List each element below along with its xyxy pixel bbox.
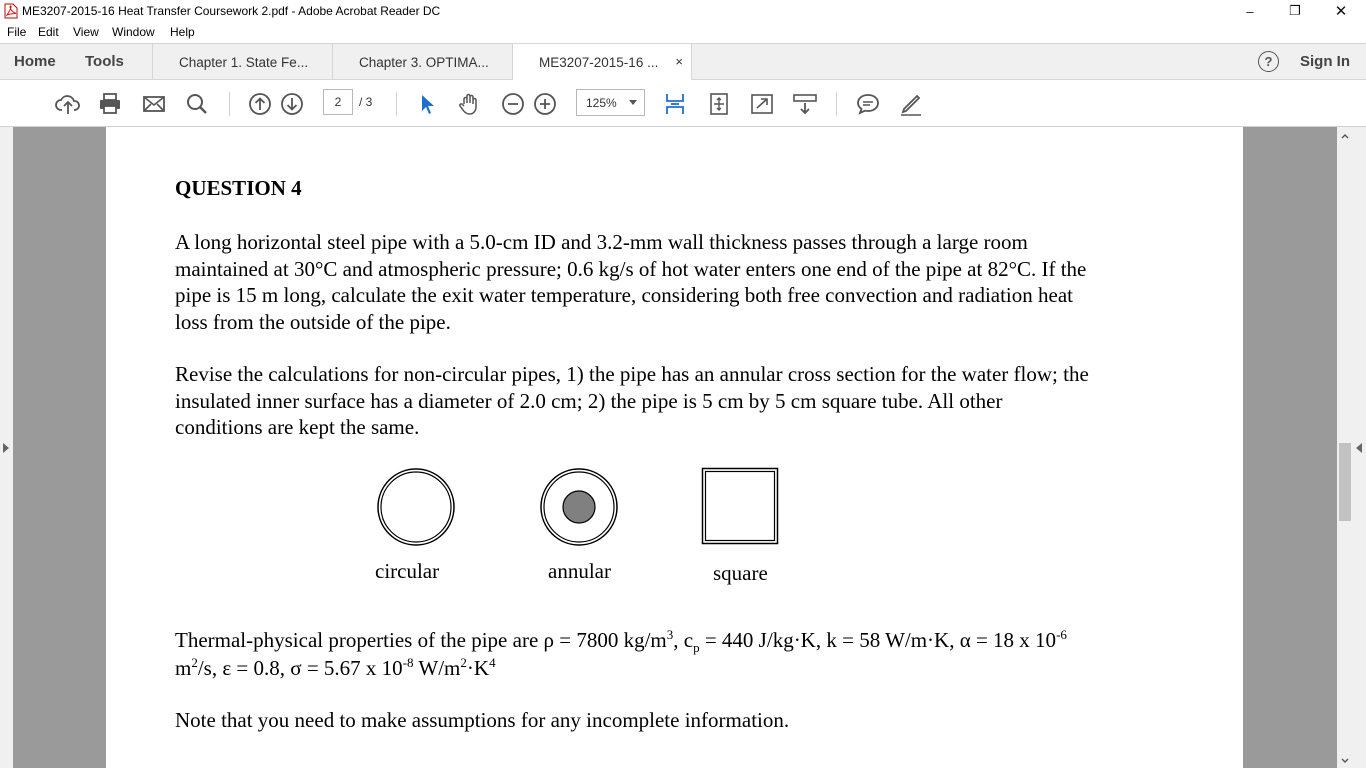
window-title: ME3207-2015-16 Heat Transfer Coursework 2.pdf - Adobe Acrobat Reader DC [22,4,441,18]
text-run: /s, ε = 0.8, σ = 5.67 x 10 [197,656,403,680]
email-icon[interactable] [141,91,167,117]
rotate-view-icon[interactable] [706,91,732,117]
doc-tab-me3207[interactable] [512,44,692,81]
sign-in-button[interactable]: Sign In [1300,53,1350,70]
left-panel-toggle[interactable] [0,127,13,768]
right-panel-toggle[interactable] [1353,127,1366,768]
superscript: 2 [460,655,467,670]
text-run: Thermal-physical properties of the pipe are ρ = 7800 kg/m [175,628,667,652]
doc-tab-chapter3[interactable] [332,44,512,80]
doc-tab-chapter1[interactable] [152,44,332,80]
properties-line-2 [175,655,496,681]
doc-tab-label: Chapter 1. State Fe... [179,54,309,70]
zoom-value: 125% [586,95,617,110]
text-run: = 440 J/kg·K, k = 58 W/m·K, α = 18 x 10 [699,628,1057,652]
tab-tools[interactable]: Tools [85,53,124,70]
full-screen-icon[interactable] [749,91,775,117]
menu-edit[interactable]: Edit [38,25,59,39]
zoom-in-icon[interactable] [532,91,558,117]
menu-window[interactable]: Window [112,25,155,39]
cloud-upload-icon[interactable] [55,91,81,117]
square-cross-section [701,467,781,547]
toolbar-separator [396,92,397,116]
comment-icon[interactable] [855,91,881,117]
annular-cross-section [539,467,619,547]
toolbar-separator [229,92,230,116]
menu-help[interactable]: Help [170,25,195,39]
paragraph-line: insulated inner surface has a diameter of 2.0 cm; 2) the pipe is 5 cm by 5 cm square tube. All other [175,389,1003,413]
select-arrow-icon[interactable] [414,91,440,117]
zoom-out-icon[interactable] [500,91,526,117]
paragraph-line: pipe is 15 m long, calculate the exit water temperature, considering both free convection and radiation heat [175,283,1073,307]
restore-button[interactable]: ❐ [1289,3,1301,18]
help-icon[interactable]: ? [1258,51,1279,72]
print-icon[interactable] [97,91,123,117]
tab-bar [0,43,1366,80]
paragraph-line: conditions are kept the same. [175,415,420,439]
toolbar [0,80,1366,127]
close-window-button[interactable]: ✕ [1334,3,1348,20]
fit-page-icon[interactable] [662,91,688,117]
acrobat-app-icon [4,3,18,19]
caption-square: square [713,561,768,585]
superscript: 2 [191,655,198,670]
text-run: W/m [413,656,461,680]
vertical-scrollbar[interactable] [1337,127,1353,768]
next-page-icon[interactable] [279,91,305,117]
menu-view[interactable]: View [73,25,99,39]
chevron-down-icon [629,100,637,105]
menu-bar [0,22,1366,42]
properties-line-1 [175,627,1067,656]
paragraph-line: maintained at 30°C and atmospheric pressure; 0.6 kg/s of hot water enters one end of the pipe at 82°C. If the [175,257,1087,281]
pdf-page [106,127,1243,768]
scroll-mode-icon[interactable] [792,91,818,117]
paragraph-line: A long horizontal steel pipe with a 5.0-cm ID and 3.2-mm wall thickness passes through a large room [175,230,1028,254]
scroll-up-icon[interactable] [1341,132,1349,140]
highlight-pen-icon[interactable] [898,91,924,117]
scroll-thumb[interactable] [1339,443,1351,521]
hand-tool-icon[interactable] [457,91,483,117]
superscript: 4 [489,655,496,670]
text-run: , c [673,628,694,652]
title-bar [0,0,1366,22]
note-line: Note that you need to make assumptions for any incomplete information. [175,708,790,732]
paragraph-line: Revise the calculations for non-circular pipes, 1) the pipe has an annular cross section for the water flow; the [175,362,1089,386]
superscript: -8 [402,655,414,670]
text-run: m [175,656,192,680]
circular-cross-section [376,467,456,547]
doc-tab-label: ME3207-2015-16 ... [539,55,659,70]
zoom-select[interactable] [576,89,645,116]
paragraph-line: loss from the outside of the pipe. [175,310,451,334]
page-number-input[interactable]: 2 [323,89,353,115]
tab-close-icon[interactable]: × [675,54,683,69]
tab-home[interactable]: Home [14,53,56,70]
doc-tab-label: Chapter 3. OPTIMA... [359,54,489,70]
expand-left-panel-icon [3,443,9,453]
search-icon[interactable] [184,91,210,117]
minimize-button[interactable]: – [1246,3,1254,19]
superscript: 3 [666,627,674,642]
menu-file[interactable]: File [7,25,27,39]
expand-right-panel-icon [1356,443,1362,453]
previous-page-icon[interactable] [247,91,273,117]
subscript: p [693,640,700,656]
caption-annular: annular [548,559,611,583]
page-total: / 3 [359,95,373,109]
question-heading: QUESTION 4 [175,176,302,200]
text-run: ·K [466,656,490,680]
scroll-down-icon[interactable] [1341,757,1349,765]
caption-circular: circular [375,559,440,583]
superscript: -6 [1056,627,1067,642]
toolbar-separator [836,92,837,116]
